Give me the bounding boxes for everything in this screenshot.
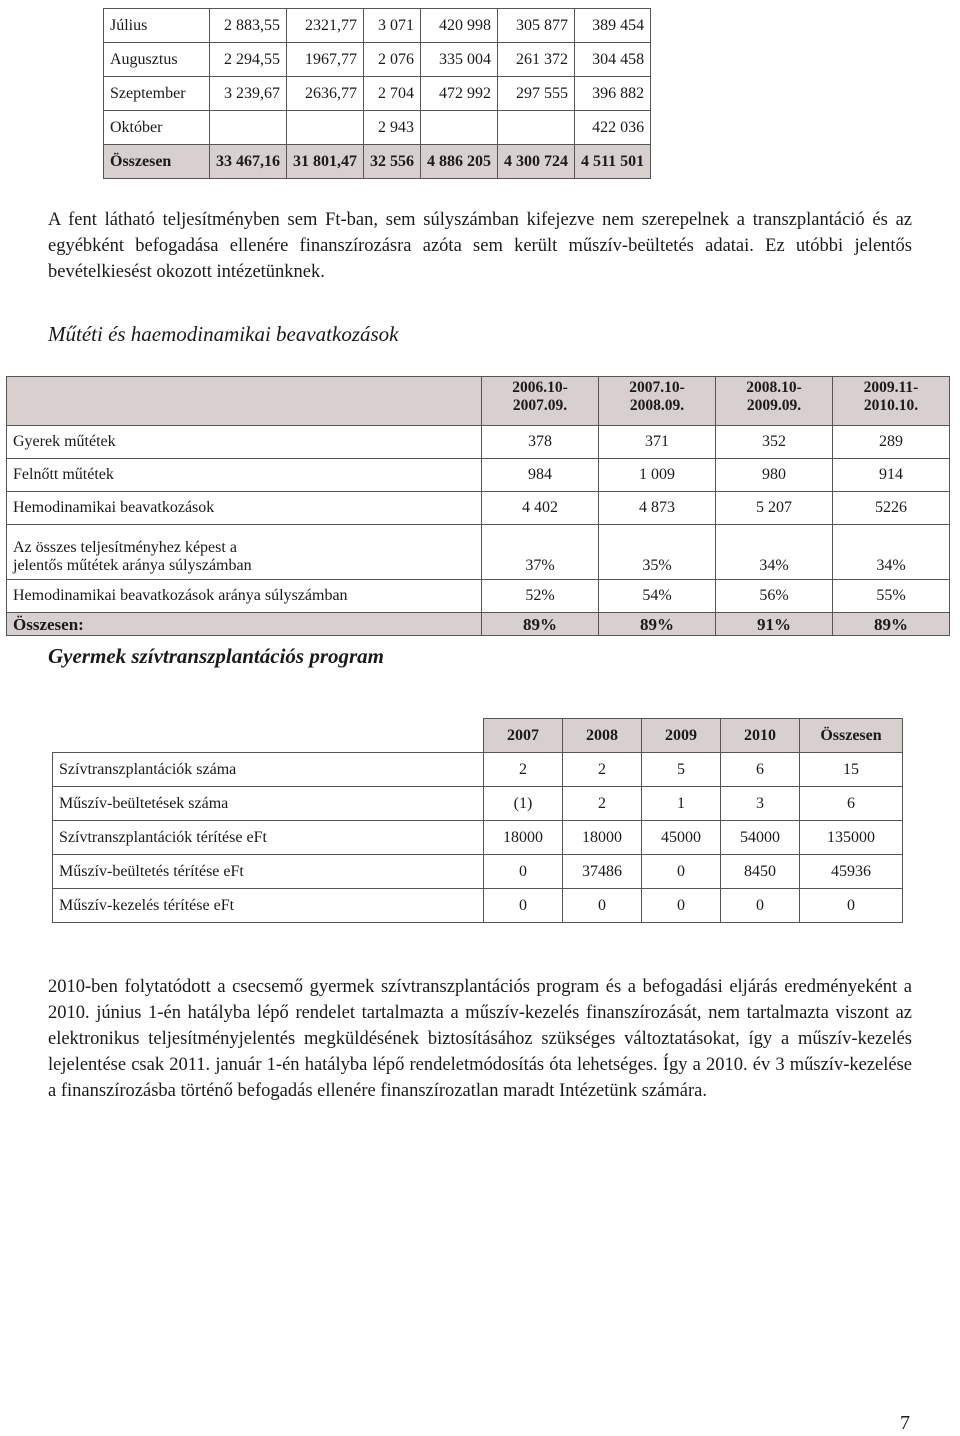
value-cell: 2 076 (364, 43, 421, 77)
value-cell: 34% (833, 525, 950, 580)
value-cell: 56% (716, 580, 833, 613)
paragraph-1: A fent látható teljesítményben sem Ft-ban, sem súlyszámban kifejezve nem szerepelnek a transzplantáció és az egyébként befogadása ellenére finanszírozásra azóta sem került műszív-beültetés adatai. Ez utóbbi jelentős bevételkiesést okozott intézetünknek. (48, 210, 912, 282)
table-row (53, 821, 903, 855)
value-cell: 0 (484, 889, 563, 923)
paragraph-2: 2010-ben folytatódott a csecsemő gyermek szívtranszplantációs program és a befogadási eljárás eredményeként a 2010. június 1-én hatályba lépő rendelet tartalmazta a műszív-kezelés finanszírozását, nem tartalmazta viszont az elektronikus teljesítményjelentés megküldésének biztosításához szükséges változtatásokat, így a műszív-kezelés lejelentése csak 2011. január 1-én hatályba lépő rendeletmódosítás óta lehetséges. Így a 2010. év 3 műszív-kezelése a finanszírozásba történő befogadás ellenére finanszírozatlan maradt Intézetünk számára. (48, 977, 912, 1101)
sum-value-cell: 91% (716, 613, 833, 636)
table-row (7, 525, 950, 580)
period-header-cell: 2008.10- 2009.09. (716, 377, 833, 426)
program-table (52, 718, 903, 923)
row-label-cell: Műszív-beültetés térítése eFt (53, 855, 484, 889)
month-cell: Augusztus (104, 43, 210, 77)
sum-value-cell: 89% (833, 613, 950, 636)
surgery-table (6, 376, 950, 636)
value-cell: 2 (484, 753, 563, 787)
table-row (104, 111, 651, 145)
value-cell: 54% (599, 580, 716, 613)
row-label-cell: Szívtranszplantációk térítése eFt (53, 821, 484, 855)
value-cell: 4 300 724 (498, 145, 575, 179)
value-cell: 2 883,55 (210, 9, 287, 43)
sum-label-cell: Összesen: (7, 613, 482, 636)
value-cell: 6 (800, 787, 903, 821)
value-cell: 45000 (642, 821, 721, 855)
value-cell: 2 (563, 787, 642, 821)
value-cell: 5 207 (716, 492, 833, 525)
value-cell: 2 (563, 753, 642, 787)
table-row (104, 77, 651, 111)
row-label-cell: Felnőtt műtétek (7, 459, 482, 492)
value-cell: 34% (716, 525, 833, 580)
value-cell: 5 (642, 753, 721, 787)
row-label-cell: Gyerek műtétek (7, 426, 482, 459)
row-label-cell: Hemodinamikai beavatkozások (7, 492, 482, 525)
value-cell: 5226 (833, 492, 950, 525)
value-cell: 135000 (800, 821, 903, 855)
header-cell (7, 377, 482, 426)
value-cell: 3 (721, 787, 800, 821)
value-cell: 984 (482, 459, 599, 492)
value-cell: 420 998 (421, 9, 498, 43)
value-cell: 3 071 (364, 9, 421, 43)
value-cell: 0 (800, 889, 903, 923)
year-header-cell: 2007 (484, 719, 563, 753)
value-cell: 4 511 501 (575, 145, 651, 179)
value-cell: 55% (833, 580, 950, 613)
value-cell: 289 (833, 426, 950, 459)
row-label-cell: Hemodinamikai beavatkozások aránya súlyszámban (7, 580, 482, 613)
value-cell: 52% (482, 580, 599, 613)
value-cell: 422 036 (575, 111, 651, 145)
table-row (7, 613, 950, 636)
value-cell: 32 556 (364, 145, 421, 179)
value-cell: 980 (716, 459, 833, 492)
row-label-cell: Műszív-beültetések száma (53, 787, 484, 821)
empty-header-cell (53, 719, 484, 753)
month-cell: Összesen (104, 145, 210, 179)
value-cell: 37% (482, 525, 599, 580)
heading-surgeries: Műtéti és haemodinamikai beavatkozások (48, 322, 399, 346)
period-header-cell: 2009.11- 2010.10. (833, 377, 950, 426)
value-cell: 0 (484, 855, 563, 889)
value-cell: 0 (563, 889, 642, 923)
value-cell: 0 (642, 889, 721, 923)
value-cell: 3 239,67 (210, 77, 287, 111)
table-row (7, 580, 950, 613)
page-number: 7 (900, 1412, 910, 1434)
year-header-cell: Összesen (800, 719, 903, 753)
row-label-cell: Műszív-kezelés térítése eFt (53, 889, 484, 923)
value-cell: 31 801,47 (287, 145, 364, 179)
value-cell: 2 294,55 (210, 43, 287, 77)
value-cell: 371 (599, 426, 716, 459)
value-cell: 914 (833, 459, 950, 492)
value-cell: 2321,77 (287, 9, 364, 43)
value-cell: 1967,77 (287, 43, 364, 77)
value-cell: 33 467,16 (210, 145, 287, 179)
value-cell: 18000 (563, 821, 642, 855)
value-cell: 54000 (721, 821, 800, 855)
sum-value-cell: 89% (599, 613, 716, 636)
value-cell: 304 458 (575, 43, 651, 77)
value-cell: 6 (721, 753, 800, 787)
year-header-cell: 2009 (642, 719, 721, 753)
table-row (7, 459, 950, 492)
table-row (53, 719, 903, 753)
value-cell: 45936 (800, 855, 903, 889)
period-header-cell: 2006.10- 2007.09. (482, 377, 599, 426)
month-cell: Július (104, 9, 210, 43)
value-cell: 472 992 (421, 77, 498, 111)
row-label-cell: Szívtranszplantációk száma (53, 753, 484, 787)
value-cell: 18000 (484, 821, 563, 855)
table-row (7, 492, 950, 525)
value-cell: 2 943 (364, 111, 421, 145)
value-cell: 389 454 (575, 9, 651, 43)
value-cell (498, 111, 575, 145)
value-cell: 305 877 (498, 9, 575, 43)
month-cell: Október (104, 111, 210, 145)
value-cell (421, 111, 498, 145)
value-cell: 2 704 (364, 77, 421, 111)
value-cell (210, 111, 287, 145)
value-cell: 378 (482, 426, 599, 459)
value-cell: 0 (642, 855, 721, 889)
table-row (7, 377, 950, 426)
value-cell: 8450 (721, 855, 800, 889)
table-row (7, 426, 950, 459)
value-cell: 0 (721, 889, 800, 923)
table-row (104, 43, 651, 77)
value-cell: 335 004 (421, 43, 498, 77)
month-cell: Szeptember (104, 77, 210, 111)
value-cell: (1) (484, 787, 563, 821)
monthly-table (103, 8, 651, 179)
value-cell: 4 402 (482, 492, 599, 525)
table-row (53, 855, 903, 889)
value-cell: 1 009 (599, 459, 716, 492)
value-cell: 297 555 (498, 77, 575, 111)
table-row (53, 787, 903, 821)
period-header-cell: 2007.10- 2008.09. (599, 377, 716, 426)
year-header-cell: 2010 (721, 719, 800, 753)
value-cell: 15 (800, 753, 903, 787)
value-cell: 2636,77 (287, 77, 364, 111)
sum-value-cell: 89% (482, 613, 599, 636)
value-cell: 4 873 (599, 492, 716, 525)
value-cell: 396 882 (575, 77, 651, 111)
value-cell: 352 (716, 426, 833, 459)
table-row (53, 889, 903, 923)
row-label-cell: Az összes teljesítményhez képest a jelentős műtétek aránya súlyszámban (7, 525, 482, 580)
year-header-cell: 2008 (563, 719, 642, 753)
value-cell: 35% (599, 525, 716, 580)
table-row (104, 9, 651, 43)
table-row (104, 145, 651, 179)
table-row (53, 753, 903, 787)
heading-program: Gyermek szívtranszplantációs program (48, 644, 385, 668)
value-cell: 37486 (563, 855, 642, 889)
value-cell: 1 (642, 787, 721, 821)
value-cell: 4 886 205 (421, 145, 498, 179)
value-cell: 261 372 (498, 43, 575, 77)
value-cell (287, 111, 364, 145)
